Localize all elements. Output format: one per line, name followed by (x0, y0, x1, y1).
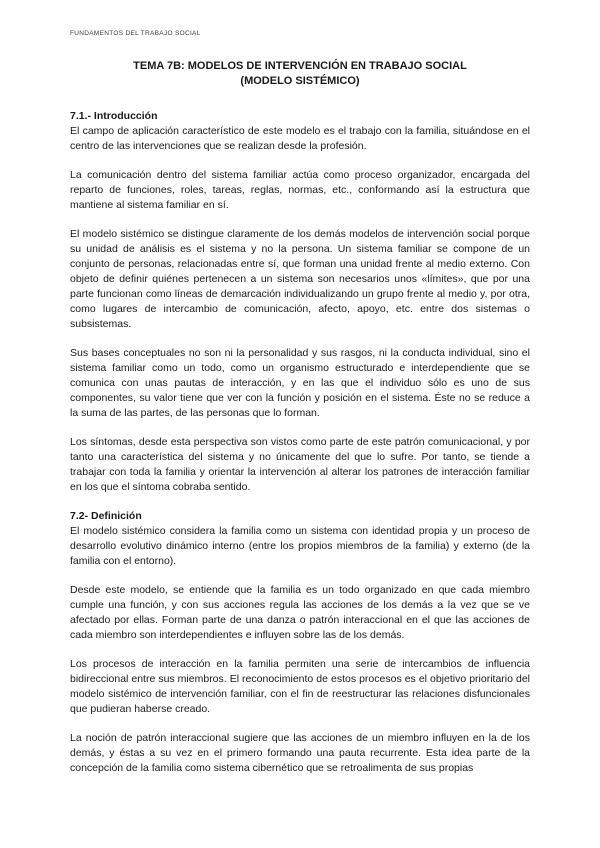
document-title (70, 59, 530, 89)
paragraph: Sus bases conceptuales no son ni la personalidad y sus rasgos, ni la conducta individual, sino el sistema familiar como un todo, como un organismo estructurado e interdependiente que se comunica con unas pautas de interacción, y en las que el individuo sólo es uno de sus componentes, su valor tiene que ver con la función y posición en el sistema. Éste no se reduce a la suma de las partes, de las personas que lo forman. (70, 347, 530, 419)
section-heading-introduccion: 7.1.- Introducción (70, 110, 158, 122)
section-definicion (70, 509, 530, 776)
section-introduccion (70, 109, 530, 495)
paragraph: Desde este modelo, se entiende que la familia es un todo organizado en que cada miembro cumple una función, y con sus acciones regula las acciones de los demás a la vez que se ve afectado por ellas. Forman parte de una danza o patrón interaccional en el que las acciones de cada miembro son interdependientes e influyen sobre las de los demás. (70, 584, 530, 641)
document-title-line2: (MODELO SISTÉMICO) (240, 75, 360, 87)
paragraph: El modelo sistémico se distingue claramente de los demás modelos de intervención social porque su unidad de análisis es el sistema y no la persona. Un sistema familiar se compone de un conjunto de personas, relacionadas entre sí, que forman una unidad frente al medio externo. Con objeto de definir quiénes pertenecen a un sistema son necesarios unos «límites», que por una parte funcionan como líneas de demarcación individualizando un grupo frente al medio y, por otra, como lugares de intercambio de comunicación, afecto, apoyo, etc. entre dos sistemas o subsistemas. (70, 228, 530, 330)
paragraph: La comunicación dentro del sistema familiar actúa como proceso organizador, encargada del reparto de funciones, roles, tareas, reglas, normas, etc., conformando así la estructura que mantiene al sistema familiar en sí. (70, 169, 530, 211)
paragraph: La noción de patrón interaccional sugiere que las acciones de un miembro influyen en la de los demás, y éstas a su vez en el primero formando una pauta recurrente. Esta idea parte de la concepción de la familia como sistema cibernético que se retroalimenta de sus propias (70, 732, 530, 774)
paragraph: El campo de aplicación característico de este modelo es el trabajo con la familia, situándose en el centro de las intervenciones que se realizan desde la profesión. (70, 125, 530, 152)
running-header: FUNDAMENTOS DEL TRABAJO SOCIAL (70, 30, 201, 37)
paragraph: Los síntomas, desde esta perspectiva son vistos como parte de este patrón comunicacional, y por tanto una característica del sistema y no únicamente del que lo sufre. Por tanto, se tiende a trabajar con toda la familia y orientar la intervención al alterar los patrones de interacción familiar en los que el síntoma cobraba sentido. (70, 436, 530, 493)
paragraph: Los procesos de interacción en la familia permiten una serie de intercambios de influencia bidireccional entre sus miembros. El reconocimiento de estos procesos es el objetivo prioritario del modelo sistémico de intervención familiar, con el fin de reestructurar las relaciones disfuncionales que pudieran haberse creado. (70, 658, 530, 715)
paragraph: El modelo sistémico considera la familia como un sistema con identidad propia y un proceso de desarrollo evolutivo dinámico interno (entre los propios miembros de la familia) y externo (de la familia con el entorno). (70, 525, 530, 567)
document-title-line1: TEMA 7B: MODELOS DE INTERVENCIÓN EN TRABAJO SOCIAL (133, 60, 467, 72)
section-heading-definicion: 7.2- Definición (70, 510, 142, 522)
